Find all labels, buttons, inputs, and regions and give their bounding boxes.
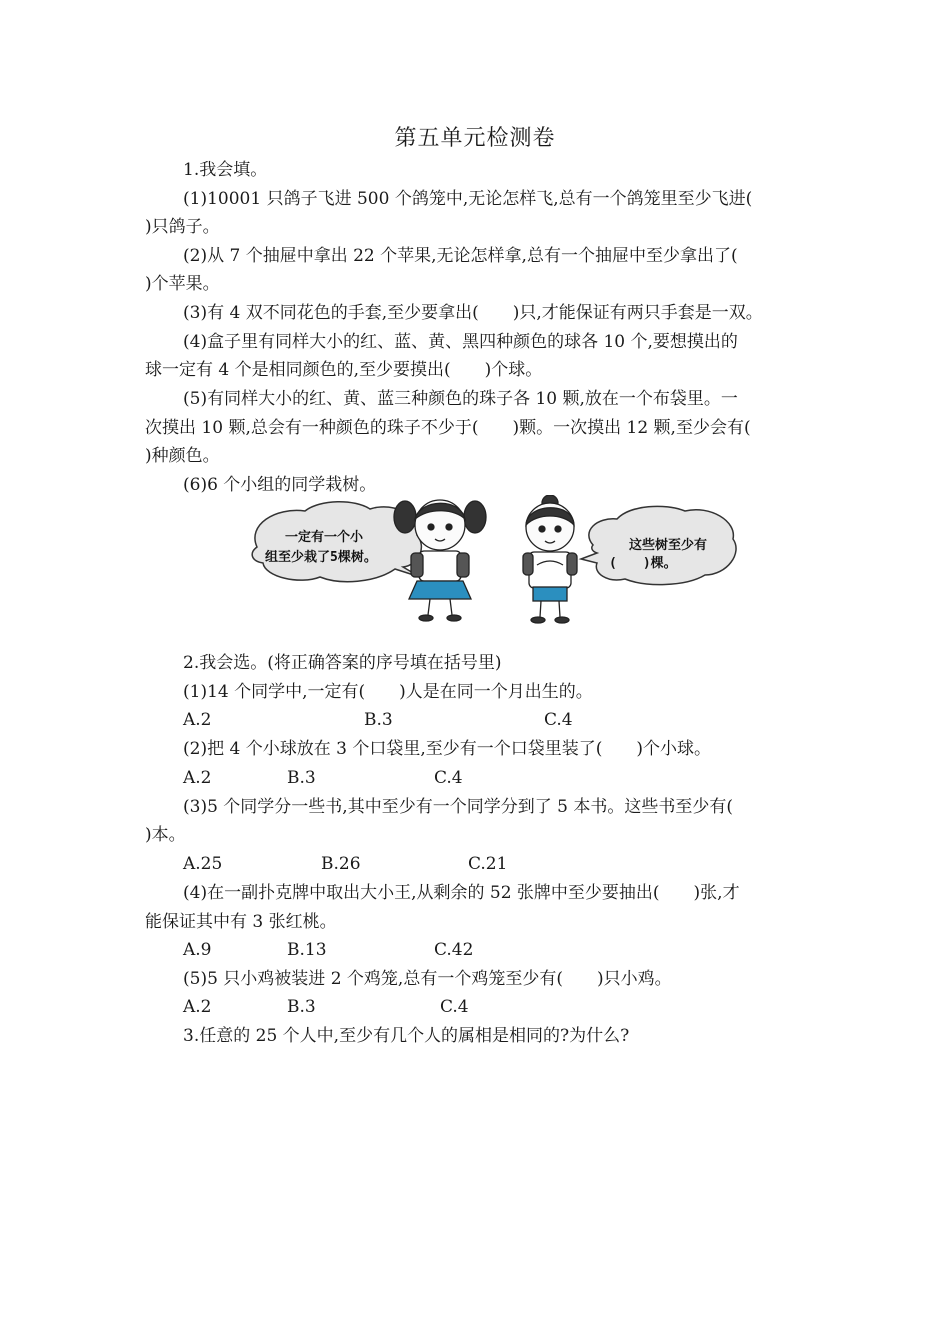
s1-q5-line2: 次摸出 10 颗,总会有一种颜色的珠子不少于( )颗。一次摸出 12 颗,至少会有( [145,418,751,438]
s2-q1-option-c: C.4 [544,710,573,730]
s2-q2-option-c: C.4 [434,768,463,788]
s2-q5: (5)5 只小鸡被装进 2 个鸡笼,总有一个鸡笼至少有( )只小鸡。 [183,969,672,989]
s2-q3-line2: )本。 [145,825,186,845]
s2-q2: (2)把 4 个小球放在 3 个口袋里,至少有一个口袋里装了( )个小球。 [183,739,711,759]
right-speech-bubble [581,506,736,584]
s2-q3-option-a: A.25 [183,854,223,874]
left-bubble-line1: 一定有一个小 [285,530,364,545]
s1-q3-line1: (3)有 4 双不同花色的手套,至少要拿出( )只,才能保证有两只手套是一双。 [183,303,763,323]
s1-q1-line1: (1)10001 只鸽子飞进 500 个鸽笼中,无论怎样飞,总有一个鸽笼里至少飞进( [183,189,753,209]
section-1-heading: 1.我会填。 [183,160,268,180]
section-2-heading: 2.我会选。(将正确答案的序号填在括号里) [183,653,502,673]
s2-q2-option-a: A.2 [183,768,212,788]
s2-q3-option-c: C.21 [468,854,508,874]
right-girl-figure [523,495,577,623]
s1-q5-line1: (5)有同样大小的红、黄、蓝三种颜色的珠子各 10 颗,放在一个布袋里。一 [183,389,738,409]
s1-q4-line2: 球一定有 4 个是相同颜色的,至少要摸出( )个球。 [145,360,543,380]
s2-q1: (1)14 个同学中,一定有( )人是在同一个月出生的。 [183,682,593,702]
s1-q5-line3: )种颜色。 [145,446,220,466]
s2-q1-option-a: A.2 [183,710,212,730]
s2-q4-line2: 能保证其中有 3 张红桃。 [145,912,337,932]
s1-q2-line1: (2)从 7 个抽屉中拿出 22 个苹果,无论怎样拿,总有一个抽屉中至少拿出了( [183,246,738,266]
s2-q4-line1: (4)在一副扑克牌中取出大小王,从剩余的 52 张牌中至少要抽出( )张,才 [183,883,740,903]
s1-q1-line2: )只鸽子。 [145,217,220,237]
s2-q4-option-a: A.9 [183,940,212,960]
s2-q5-option-b: B.3 [287,997,316,1017]
right-bubble-line1: 这些树至少有 [629,538,708,553]
s2-q3-option-b: B.26 [321,854,361,874]
page-title: 第五单元检测卷 [394,126,556,151]
students-illustration [245,495,745,625]
s2-q4-option-c: C.42 [434,940,474,960]
s1-q2-line2: )个苹果。 [145,274,220,294]
s2-q5-option-c: C.4 [440,997,469,1017]
s2-q2-option-b: B.3 [287,768,316,788]
right-bubble-line2: ( )棵。 [609,556,677,571]
s1-q6-line1: (6)6 个小组的同学栽树。 [183,475,377,495]
s2-q1-option-b: B.3 [364,710,393,730]
left-bubble-line2: 组至少栽了5棵树。 [265,550,377,565]
section-3-heading: 3.任意的 25 个人中,至少有几个人的属相是相同的?为什么? [183,1026,630,1046]
s2-q4-option-b: B.13 [287,940,327,960]
s2-q3-line1: (3)5 个同学分一些书,其中至少有一个同学分到了 5 本书。这些书至少有( [183,797,733,817]
s1-q4-line1: (4)盒子里有同样大小的红、蓝、黄、黑四种颜色的球各 10 个,要想摸出的 [183,332,738,352]
s2-q5-option-a: A.2 [183,997,212,1017]
